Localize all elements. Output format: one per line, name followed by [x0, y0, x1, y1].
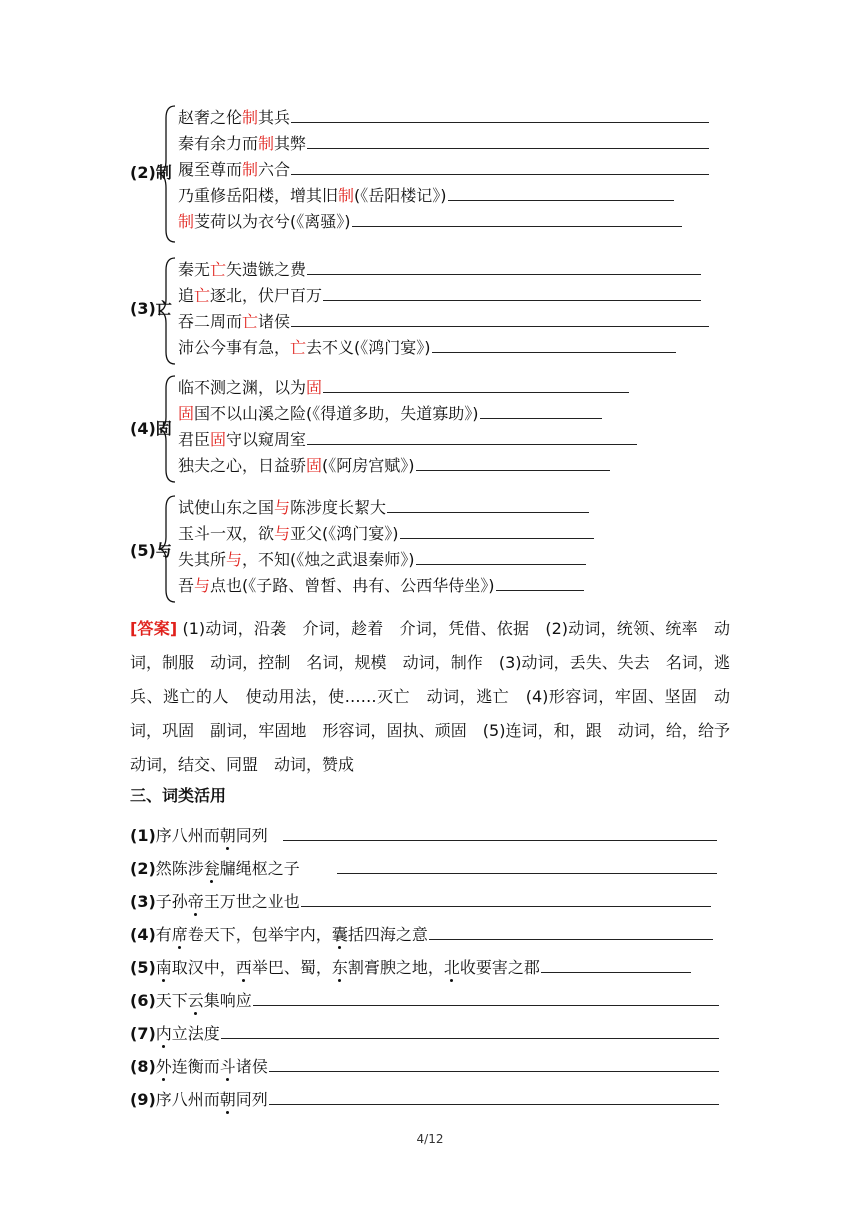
answer-block — [130, 612, 747, 782]
answer-tag: [答案] — [130, 619, 178, 638]
text-segment: 矢遗镞之费 — [226, 260, 307, 279]
line-text — [178, 375, 322, 401]
text-segment: 诸侯 — [235, 1057, 268, 1076]
text-segment: 收要害之郡 — [459, 958, 540, 977]
line-text — [178, 209, 351, 235]
highlighted-word: 制 — [242, 160, 259, 179]
text-segment: ，不知(《烛之武退秦师》) — [242, 550, 415, 569]
highlighted-word: 制 — [338, 186, 355, 205]
text-segment: 卷天下，包举宇内， — [187, 925, 332, 944]
highlighted-word: 固 — [306, 378, 323, 397]
highlighted-word: 与 — [274, 498, 291, 517]
fill-in-line — [178, 208, 709, 234]
text-segment: 乃重修岳阳楼，增其旧 — [178, 186, 339, 205]
highlighted-word: 固 — [178, 404, 195, 423]
question-item — [130, 954, 691, 978]
fill-in-line — [178, 400, 637, 426]
group-label: (4)固 — [130, 419, 172, 438]
page-number: 4/12 — [416, 1132, 444, 1146]
answer-blank[interactable] — [432, 334, 676, 353]
answer-blank[interactable] — [283, 822, 717, 841]
answer-blank[interactable] — [352, 208, 682, 227]
dotted-key-word: 云 — [187, 991, 204, 1010]
fill-in-line — [178, 374, 637, 400]
text-segment: (《阿房宫赋》) — [322, 456, 415, 475]
question-item — [130, 822, 717, 846]
highlighted-word: 亡 — [210, 260, 227, 279]
text-segment: 试使山东之国 — [178, 498, 275, 517]
text-segment: 芰荷以为衣兮(《离骚》) — [194, 212, 351, 231]
dotted-key-word: 囊 — [331, 925, 348, 944]
fill-in-line — [178, 334, 709, 360]
text-segment: 子孙 — [155, 892, 188, 911]
question-number: (3) — [130, 892, 156, 911]
text-segment: 点也(《子路、曾皙、冉有、公西华侍坐》) — [210, 576, 495, 595]
answer-blank[interactable] — [301, 888, 711, 907]
answer-blank[interactable] — [541, 954, 691, 973]
fill-in-line — [178, 156, 709, 182]
dotted-key-word: 北 — [443, 958, 460, 977]
dotted-key-word: 朝 — [219, 1090, 236, 1109]
fill-in-line — [178, 308, 709, 334]
answer-blank[interactable] — [221, 1020, 719, 1039]
dotted-key-word: 席 — [171, 925, 188, 944]
text-segment: 陈涉度长絜大 — [290, 498, 387, 517]
highlighted-word: 固 — [210, 430, 227, 449]
text-segment: 同列 — [235, 826, 268, 845]
question-text — [156, 1055, 268, 1079]
dotted-key-word: 南 — [155, 958, 172, 977]
text-segment: 去不义(《鸿门宴》) — [306, 338, 431, 357]
answer-blank[interactable] — [269, 1086, 719, 1105]
question-number: (9) — [130, 1090, 156, 1109]
answer-blank[interactable] — [480, 400, 602, 419]
question-text — [156, 923, 428, 947]
dotted-key-word: 内 — [155, 1024, 172, 1043]
question-text — [156, 956, 540, 980]
question-number: (6) — [130, 991, 156, 1010]
dotted-key-word: 西 — [235, 958, 252, 977]
text-segment: 然陈涉 — [155, 859, 204, 878]
answer-blank[interactable] — [323, 282, 701, 301]
text-segment: 同列 — [235, 1090, 268, 1109]
line-list — [178, 104, 709, 234]
question-item — [130, 888, 711, 912]
highlighted-word: 与 — [194, 576, 211, 595]
highlighted-word: 制 — [178, 212, 195, 231]
question-item — [130, 1020, 719, 1044]
fill-in-line — [178, 130, 709, 156]
question-number: (8) — [130, 1057, 156, 1076]
text-segment: 立法度 — [171, 1024, 220, 1043]
text-segment: 履至尊而 — [178, 160, 243, 179]
answer-blank[interactable] — [337, 855, 717, 874]
line-text — [178, 573, 495, 599]
text-segment: 追 — [178, 286, 195, 305]
line-text — [178, 257, 306, 283]
fill-in-line — [178, 426, 637, 452]
fill-in-line — [178, 520, 594, 546]
text-segment: 天下 — [155, 991, 188, 1010]
text-segment: 其兵 — [258, 108, 291, 127]
text-segment: 赵奢之伦 — [178, 108, 243, 127]
line-text — [178, 309, 290, 335]
fill-in-line — [178, 494, 594, 520]
answer-blank[interactable] — [387, 494, 589, 513]
line-text — [178, 453, 415, 479]
text-segment: 守以窥周室 — [226, 430, 307, 449]
line-text — [178, 521, 399, 547]
highlighted-word: 制 — [242, 108, 259, 127]
text-segment: 沛公今事有急， — [178, 338, 291, 357]
dotted-key-word: 瓮 — [203, 859, 220, 878]
dotted-key-word: 斗 — [219, 1057, 236, 1076]
text-segment: 六合 — [258, 160, 291, 179]
fill-in-line — [178, 182, 709, 208]
answer-blank[interactable] — [307, 130, 709, 149]
fill-in-line — [178, 282, 709, 308]
line-list — [178, 256, 709, 360]
answer-blank[interactable] — [291, 104, 709, 123]
text-segment: 失其所 — [178, 550, 227, 569]
line-text — [178, 427, 306, 453]
section-title: 三、词类活用 — [130, 786, 227, 805]
fill-in-line — [178, 546, 594, 572]
text-segment: 王万世之业也 — [203, 892, 300, 911]
question-number: (7) — [130, 1024, 156, 1043]
fill-in-line — [178, 104, 709, 130]
text-segment: 亚父(《鸿门宴》) — [290, 524, 399, 543]
dotted-key-word: 东 — [331, 958, 348, 977]
question-item — [130, 855, 717, 879]
text-segment: 举巴、蜀， — [251, 958, 332, 977]
text-segment: 独夫之心，日益骄 — [178, 456, 307, 475]
highlighted-word: 亡 — [242, 312, 259, 331]
text-segment: 序八州而 — [155, 826, 220, 845]
question-number: (4) — [130, 925, 156, 944]
line-text — [178, 105, 290, 131]
text-segment: 割膏腴之地， — [347, 958, 444, 977]
text-segment: 诸侯 — [258, 312, 291, 331]
highlighted-word: 固 — [306, 456, 323, 475]
highlighted-word: 与 — [274, 524, 291, 543]
highlighted-word: 亡 — [194, 286, 211, 305]
answer-blank[interactable] — [496, 572, 584, 591]
text-segment: 牖绳枢之子 — [219, 859, 300, 878]
line-list — [178, 374, 637, 478]
text-segment: 括四海之意 — [347, 925, 428, 944]
answer-blank[interactable] — [291, 156, 709, 175]
answer-blank[interactable] — [400, 520, 594, 539]
line-text — [178, 547, 415, 573]
question-text — [156, 1088, 268, 1112]
question-item — [130, 921, 713, 945]
brace-icon — [158, 104, 178, 244]
line-list — [178, 494, 594, 598]
question-text — [156, 857, 300, 881]
fill-in-line — [178, 572, 594, 598]
answer-text: (1)动词，沿袭 介词，趁着 介词，凭借、依据 (2)动词，统领、统率 动词，制服 动词，控制 名词，规模 动词，制作 (3)动词，丢失、失去 名词，逃兵、逃亡的人 使动用法，使……灭亡 动词，逃亡 (4)形容词，牢固、坚固 动词，巩固 副词，牢固地 形容词，固执、顽固 (5)连词，和，跟 动词，给，给予 动词，结交、同盟 动词，赞成 — [130, 619, 747, 774]
group-label: (5)与 — [130, 541, 172, 560]
fill-in-line — [178, 256, 709, 282]
text-segment: 集响应 — [203, 991, 252, 1010]
text-segment: 玉斗一双，欲 — [178, 524, 275, 543]
highlighted-word: 制 — [258, 134, 275, 153]
brace-icon — [158, 374, 178, 484]
text-segment: (《岳阳楼记》) — [354, 186, 447, 205]
question-number: (1) — [130, 826, 156, 845]
dotted-key-word: 朝 — [219, 826, 236, 845]
answer-blank[interactable] — [307, 256, 701, 275]
brace-icon — [158, 256, 178, 366]
line-text — [178, 401, 479, 427]
text-segment: 秦有余力而 — [178, 134, 259, 153]
question-number: (2) — [130, 859, 156, 878]
text-segment: 国不以山溪之险(《得道多助，失道寡助》) — [194, 404, 479, 423]
dotted-key-word: 外 — [155, 1057, 172, 1076]
answer-blank[interactable] — [323, 374, 629, 393]
text-segment: 逐北，伏尸百万 — [210, 286, 323, 305]
text-segment: 有 — [155, 925, 172, 944]
text-segment: 吾 — [178, 576, 195, 595]
answer-blank[interactable] — [448, 182, 674, 201]
text-segment: 秦无 — [178, 260, 211, 279]
answer-blank[interactable] — [429, 921, 713, 940]
text-segment: 其弊 — [274, 134, 307, 153]
question-text — [156, 890, 300, 914]
answer-blank[interactable] — [269, 1053, 719, 1072]
text-segment: 临不测之渊，以为 — [178, 378, 307, 397]
line-text — [178, 157, 290, 183]
answer-blank[interactable] — [291, 308, 709, 327]
group-label: (2)制 — [130, 163, 172, 182]
answer-blank[interactable] — [416, 452, 610, 471]
text-segment: 吞二周而 — [178, 312, 243, 331]
line-text — [178, 495, 386, 521]
text-segment: 序八州而 — [155, 1090, 220, 1109]
question-item — [130, 987, 719, 1011]
highlighted-word: 与 — [226, 550, 243, 569]
line-text — [178, 131, 306, 157]
question-text — [156, 989, 252, 1013]
question-text — [156, 1022, 220, 1046]
fill-in-line — [178, 452, 637, 478]
question-item — [130, 1086, 719, 1110]
text-segment: 君臣 — [178, 430, 211, 449]
line-text — [178, 335, 431, 361]
brace-icon — [158, 494, 178, 604]
question-item — [130, 1053, 719, 1077]
dotted-key-word: 帝 — [187, 892, 204, 911]
answer-blank[interactable] — [416, 546, 586, 565]
line-text — [178, 183, 447, 209]
question-text — [156, 824, 268, 848]
highlighted-word: 亡 — [290, 338, 307, 357]
answer-blank[interactable] — [253, 987, 719, 1006]
text-segment: 连衡而 — [171, 1057, 220, 1076]
question-number: (5) — [130, 958, 156, 977]
group-label: (3)亡 — [130, 299, 172, 318]
line-text — [178, 283, 322, 309]
answer-blank[interactable] — [307, 426, 637, 445]
text-segment: 取汉中， — [171, 958, 236, 977]
